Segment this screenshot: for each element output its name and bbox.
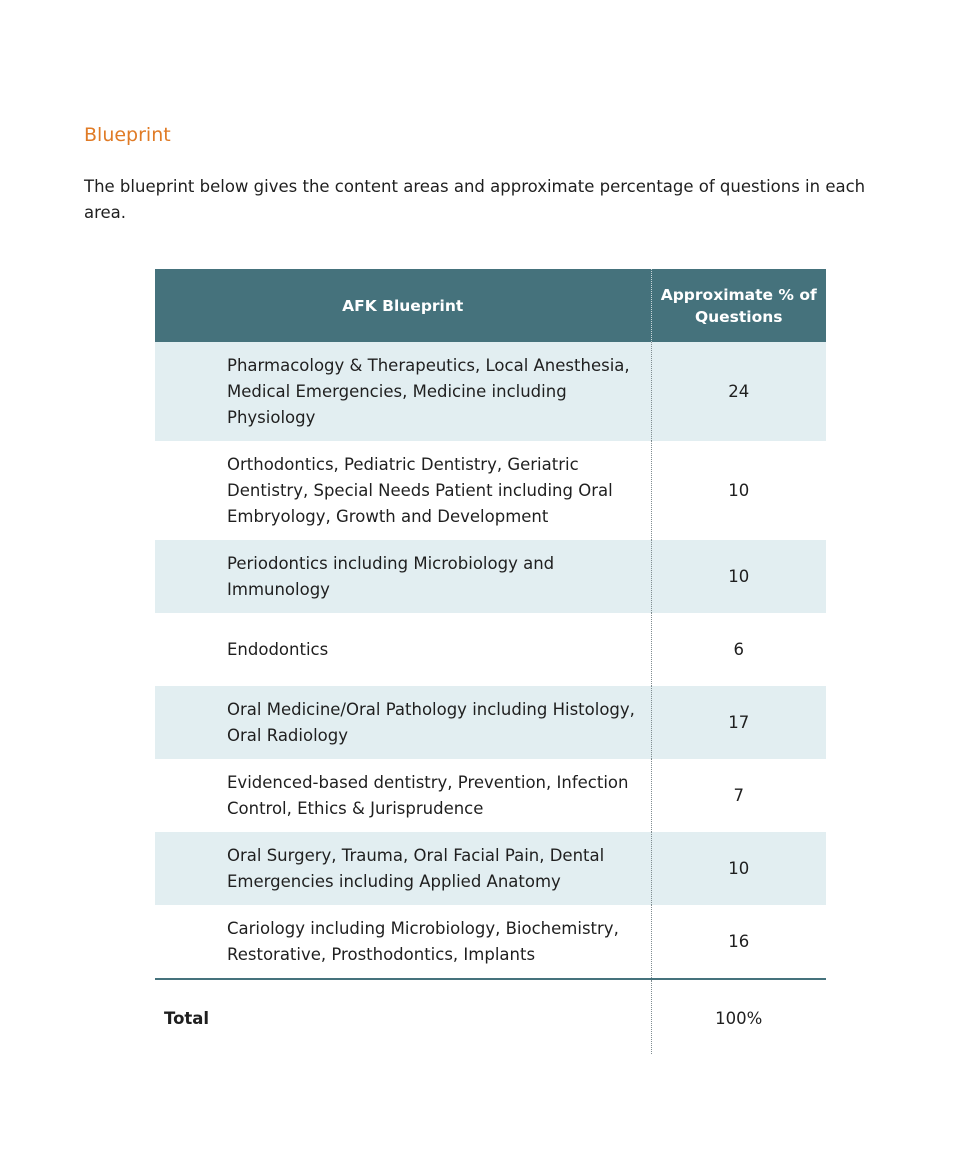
table-row [155,540,826,613]
content-area: Oral Surgery, Trauma, Oral Facial Pain, Dental Emergencies including Applied Anatomy [155,832,651,905]
table-row [155,342,826,441]
table-header-row [155,269,826,342]
percentage: 10 [651,540,826,613]
blueprint-table [155,269,826,1054]
total-row [155,979,826,1054]
content-area: Periodontics including Microbiology and Immunology [155,540,651,613]
header-area: AFK Blueprint [155,269,651,342]
total-label: Total [164,1009,210,1028]
table-row [155,686,826,759]
percentage: 10 [651,441,826,540]
percentage: 24 [651,342,826,441]
percentage: 17 [651,686,826,759]
table-row [155,441,826,540]
total-value: 100% [651,979,826,1054]
percentage: 7 [651,759,826,832]
percentage: 16 [651,905,826,979]
table-row [155,613,826,686]
table-row [155,759,826,832]
section-heading: Blueprint [84,124,171,146]
table-row [155,832,826,905]
header-percentage: Approximate % of Questions [651,269,826,342]
intro-paragraph: The blueprint below gives the content areas and approximate percentage of questions in each area. [84,177,866,222]
content-area: Endodontics [227,639,329,659]
percentage: 6 [651,613,826,686]
content-area: Cariology including Microbiology, Biochemistry, Restorative, Prosthodontics, Implants [155,905,651,979]
table-row [155,905,826,979]
content-area: Evidenced-based dentistry, Prevention, Infection Control, Ethics & Jurisprudence [227,772,629,818]
content-area: Orthodontics, Pediatric Dentistry, Geriatric Dentistry, Special Needs Patient including Oral Embryology, Growth and Development [227,454,613,526]
percentage: 10 [651,832,826,905]
content-area: Oral Medicine/Oral Pathology including Histology, Oral Radiology [155,686,651,759]
content-area: Pharmacology & Therapeutics, Local Anesthesia, Medical Emergencies, Medicine including Physiology [155,342,651,441]
